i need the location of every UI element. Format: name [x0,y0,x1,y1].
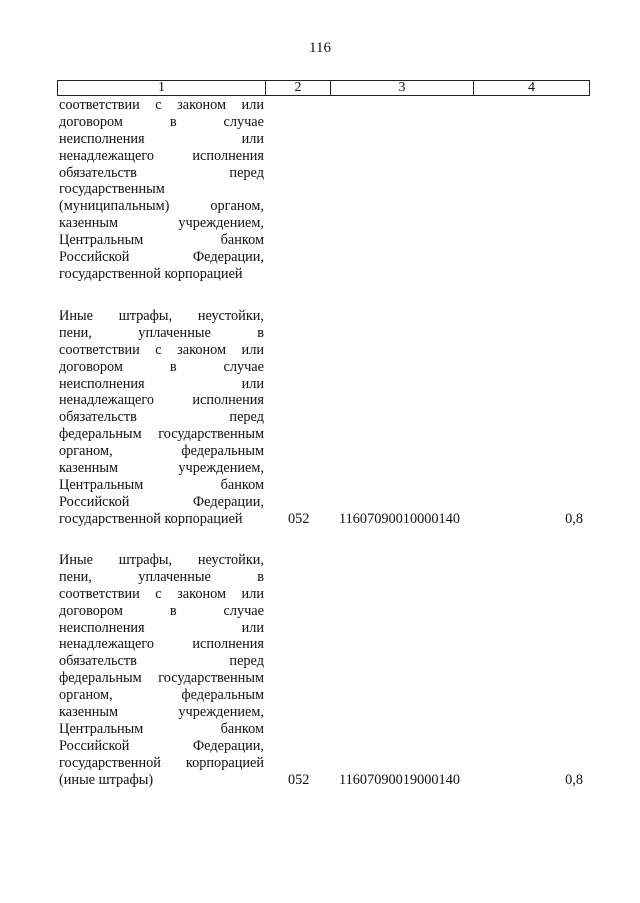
description-line: неисполнения или [59,619,264,636]
description-line: государственной корпорацией [59,510,243,527]
description-line: (муниципальным) органом, [59,198,264,215]
description-line: казенным учреждением, [59,215,264,232]
description-line: государственным [59,181,165,198]
description-line: Российской Федерации, [59,249,264,266]
description-line: неисполнения или [59,375,264,392]
description-line: пени, уплаченные в [59,568,264,585]
description-line: неисполнения или [59,130,264,147]
description-line: федеральным государственным [59,426,264,443]
row-code: 052 [288,510,310,527]
description-line: обязательств перед [59,653,264,670]
description-line: соответствии с законом или [59,97,264,113]
description-line: Центральным банком [59,720,264,737]
description-line: Центральным банком [59,476,264,493]
row-code: 052 [288,771,310,788]
description-line: государственной корпорацией [59,754,264,771]
description-line: соответствии с законом или [59,585,264,602]
description-line: ненадлежащего исполнения [59,147,264,164]
description-line: Центральным банком [59,232,264,249]
description-line: Иные штрафы, неустойки, [59,552,264,568]
column-header-1: 1 [158,80,165,95]
description-line: соответствии с законом или [59,341,264,358]
row-kbk-code: 11607090019000140 [339,771,460,788]
description-line: обязательств перед [59,409,264,426]
row-amount: 0,8 [565,771,583,788]
description-line: ненадлежащего исполнения [59,636,264,653]
description-line: Иные штрафы, неустойки, [59,308,264,324]
description-line: органом, федеральным [59,443,264,460]
row-description [59,552,264,788]
description-line: казенным учреждением, [59,704,264,721]
description-line: договором в случае [59,113,264,130]
description-line: Российской Федерации, [59,737,264,754]
row-kbk-code: 11607090010000140 [339,510,460,527]
description-line: Российской Федерации, [59,493,264,510]
description-line: государственной корпорацией [59,265,243,282]
column-header-4: 4 [473,81,589,95]
row-amount: 0,8 [565,510,583,527]
description-line: казенным учреждением, [59,460,264,477]
description-line: ненадлежащего исполнения [59,392,264,409]
description-line: договором в случае [59,358,264,375]
page-number: 116 [309,40,331,56]
description-line: обязательств перед [59,164,264,181]
column-header-3: 3 [330,81,473,95]
row-description [59,308,264,528]
description-line: договором в случае [59,602,264,619]
table-header-row [57,80,590,96]
row-description [59,97,264,283]
description-line: (иные штрафы) [59,771,154,788]
description-line: органом, федеральным [59,687,264,704]
description-line: пени, уплаченные в [59,324,264,341]
column-header-2: 2 [265,81,330,95]
description-line: федеральным государственным [59,670,264,687]
